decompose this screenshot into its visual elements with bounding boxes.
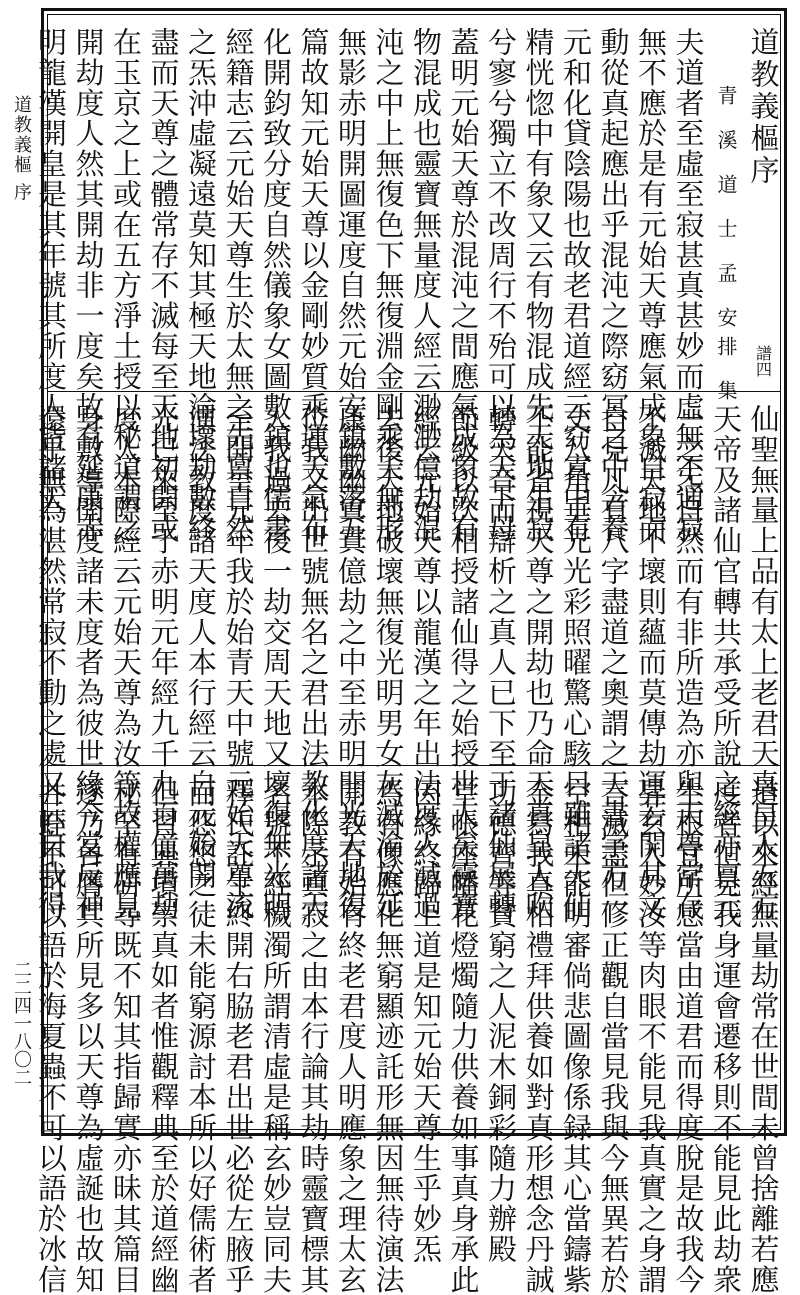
page-inner-border: [34, 14, 781, 1295]
text-column: 堂帳座幡花燈燭隨力供養如事真身承此: [446, 778, 481, 1295]
text-column: 焉有像應化無窮顯迹託形無因無待演法: [371, 778, 406, 1295]
text-band-middle: [34, 391, 781, 921]
text-column: 動從真起應出乎混沌之際窈冥之中含養: [596, 27, 631, 544]
text-column: 不能省視天尊之開劫也乃命天真皇人吹: [521, 404, 556, 921]
text-column: 生根宜所感當由道君而得度脫是故我今: [671, 778, 706, 1295]
text-column: 盡而天尊之體常存不滅每至天地初開或: [146, 27, 181, 544]
text-column: 名號不經穢濁所謂清虛是稱玄妙豈同夫: [259, 778, 293, 1295]
author-line: 青 溪 道 士 孟 安排 集: [714, 85, 738, 410]
text-column: 天帝及諸仙官轉共承受所說之經亦禀元: [709, 404, 743, 921]
text-column: 還乎無為湛然常寂不動之處又云自我得: [34, 404, 68, 921]
text-column: 化開鈞致分度自然儀象女圖數鎮也儒書: [259, 27, 293, 544]
text-column: 丈八角垂光光彩照曜驚心駭目雖諸天仙: [559, 404, 593, 921]
text-column: 經籍志云元始天尊生於太無之先禀自然: [221, 27, 256, 544]
page-frame: [34, 8, 787, 1295]
text-column: 元和化貸陰陽也故老君道經云窈寘中有: [559, 27, 593, 544]
text-column: 度者恒見我身運會遷移則不能見此劫衆: [709, 778, 743, 1295]
text-column: 而悠悠之徒未能窮源討本所以好儒術者: [184, 778, 218, 1295]
text-column: 一之炁自然而有非所造為亦與天尊常存: [671, 404, 706, 921]
text-column: 位我又出世號無名之君出法教化度諸天: [296, 404, 331, 921]
text-column: 經云元始天尊以龍漢之年出法度人滅過: [409, 404, 443, 921]
text-column: 明龍漢開皇是其年號其所度人皆諸天: [34, 27, 68, 514]
text-column: 功德齊等貧窮之人泥木銅彩隨力辦殿: [484, 778, 518, 1265]
text-column: 光巳來至于赤明元年經九千九百億萬劫: [146, 404, 181, 921]
text-column: 井蛙不可以語於海夏蟲不可以語於冰信: [34, 778, 68, 1295]
text-column: 去後天地破壞無復光明男女灰滅淪於延: [371, 404, 406, 921]
text-column: 沌之中上無復色下無復淵金剛乘天無形: [371, 27, 406, 544]
section-title: 道教義樞序: [746, 27, 781, 187]
text-column: 仙聖無量上品有太上老君天真皇人五方: [746, 404, 781, 921]
text-column: 空相未能明審倘悲圖像係録其心當鑄紫: [559, 778, 593, 1295]
text-column: 節級以次相授諸仙得之始授世人矣靈寶: [446, 404, 481, 921]
text-column: 無不應於是有元始天尊應氣成象自寂而: [634, 27, 668, 544]
text-column: 度人本際經云元始天尊為汝等故權應見: [109, 404, 143, 921]
text-column: 篇故知元始天尊以金剛妙質乘運天氣布: [296, 27, 331, 544]
margin-book-title: 道教義樞 序: [11, 95, 32, 203]
margin-page-number: 二二四一八〇二: [11, 960, 32, 1086]
text-column: 不滅天地不壞則蘊而莫傳劫運若開其文: [634, 404, 668, 921]
text-column: 遂乃各膺其所見多以天尊為虛誕也故知: [71, 778, 106, 1295]
text-column: 因緣終歸上道是知元始天尊生乎妙炁: [409, 778, 443, 1265]
text-column: 但習典墳崇真如者惟觀釋典至於道經幽: [146, 778, 181, 1295]
text-column: 金寫我真相禮拜供養如對真形想念丹誠: [521, 778, 556, 1295]
text-band-top: [34, 15, 781, 544]
text-column: 康幽幽寘寘億劫之中至赤明開光天地復: [334, 404, 368, 921]
text-column: 兮寥兮獨立不改周行不殆可以為天下母: [484, 27, 518, 544]
text-column: 本際示真寂之由本行論其劫時靈寶標其: [296, 778, 331, 1295]
text-column: 釋氏託生終開右脇老君出世必從左腋乎: [221, 778, 256, 1295]
text-column: 至開皇元年我於始青天中號元始天尊流: [221, 404, 256, 921]
text-column: 開教有始有終老君度人明應象之理太玄: [334, 778, 368, 1295]
text-column: 蓋明元始天尊於混沌之間應氣成象故有: [446, 27, 481, 544]
text-column: 人我過去後一劫交周天地又壞復無光明: [259, 404, 293, 921]
text-column: 在玉京之上或在五方淨土授以秘道謂之: [109, 27, 143, 544]
text-column: 夫道者至虛至寂甚真甚妙而虛無不通寂: [671, 27, 706, 544]
text-column: 道以來經無量劫常在世間未曾捨離若應: [746, 778, 781, 1295]
text-column: 昇玄入妙汝等肉眼不能見我真實之身謂: [634, 778, 668, 1295]
text-column: 物混成也靈寶無量度人經云渺渺億劫混: [409, 27, 443, 544]
text-column: 演法教度諸天度人本行經云自元始開: [184, 404, 218, 891]
text-column: 之炁沖虛凝遠莫知其極天地淪壞劫數終: [184, 27, 218, 544]
text-column: 言滅盡但修正觀自當見我與今無異若於: [596, 778, 631, 1295]
text-column: 轉天音而辯析之真人已下至于諸仙展轉: [484, 404, 518, 921]
text-column: 自見凡有八字盡道之奧謂之天書字方一: [596, 404, 631, 921]
text-column: 秘罕有研尋既不知其指歸實亦昧其篇目: [109, 778, 143, 1295]
text-column: 身敷導開度諸未度者為彼世緣今當反神: [71, 404, 106, 921]
page-marker: 譜四: [753, 345, 773, 377]
text-column: 精恍惚中有象又云有物混成先天地生寂: [521, 27, 556, 544]
text-column: 開劫度人然其開劫非一度矣故有延康赤: [71, 27, 106, 544]
text-band-bottom: [34, 765, 781, 1295]
text-column: 無影赤明開圖運度自然元始安鎮敷落五: [334, 27, 368, 544]
